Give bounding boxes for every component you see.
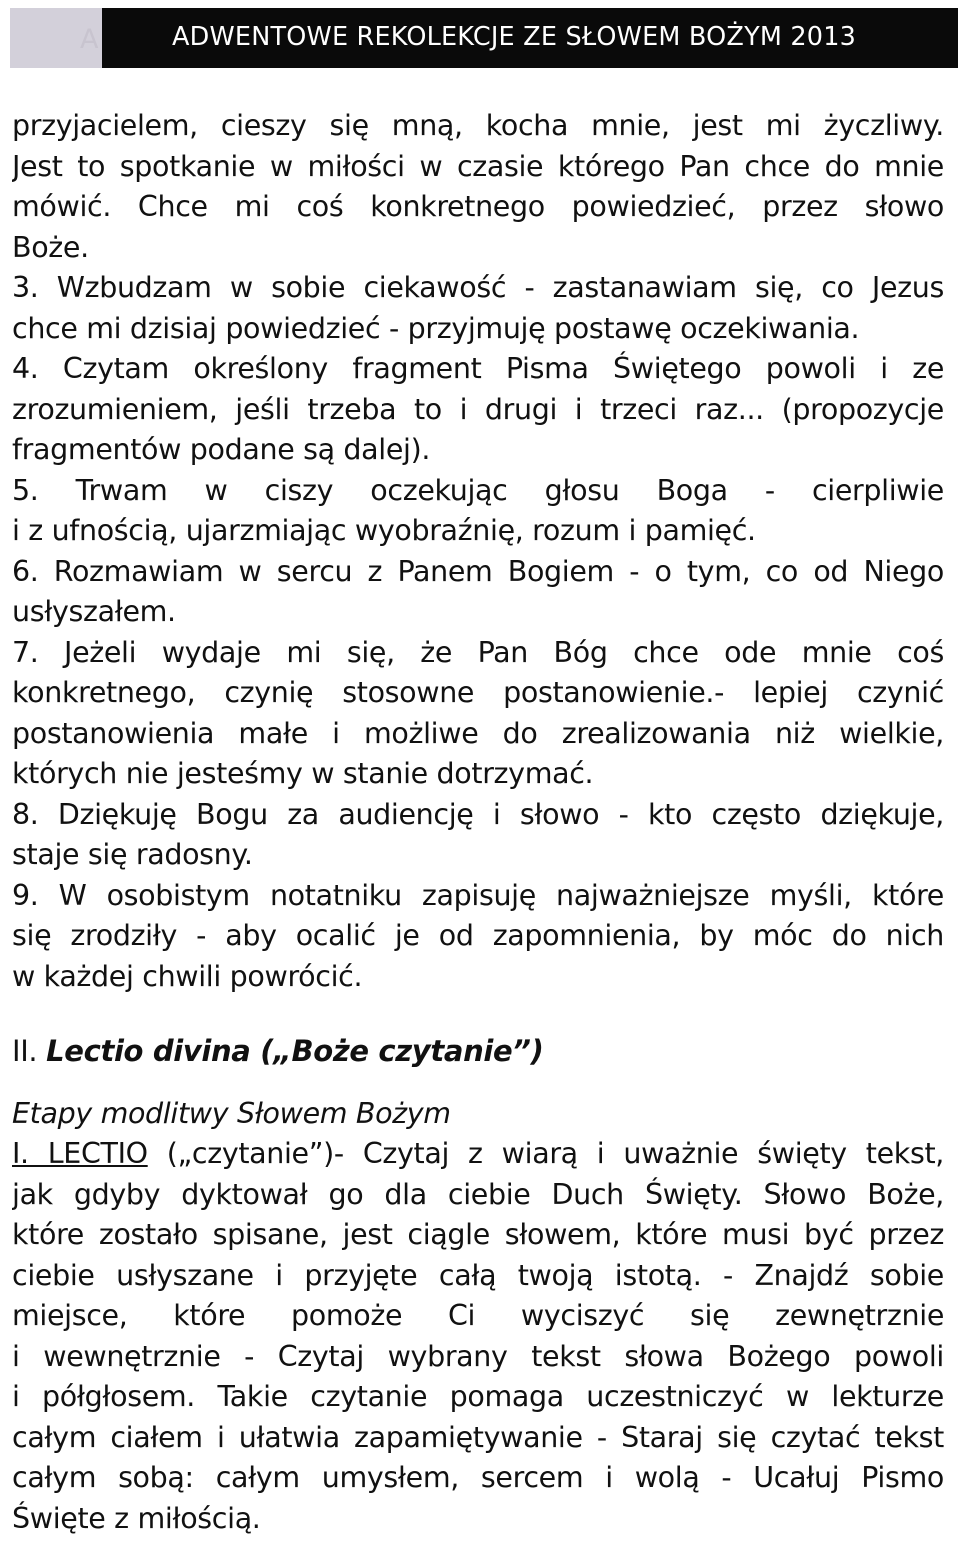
page-header (10, 8, 958, 68)
header-tab-letter: A (80, 24, 99, 55)
text-line: których nie jesteśmy w stanie dotrzymać. (12, 757, 594, 790)
list-item-9: 9. W osobistym notatniku zapisuję najważniejsze myśli, które (12, 878, 944, 912)
list-item-8: 8. Dziękuję Bogu za audiencję i słowo - kto często dziękuje, (12, 797, 944, 831)
section-heading (12, 1031, 944, 1072)
lectio-line-rest: („czytanie”)- Czytaj z wiarą i uważnie święty tekst, (147, 1137, 944, 1170)
list-item-7: 7. Jeżeli wydaje mi się, że Pan Bóg chce ode mnie coś (12, 635, 944, 669)
text-line: jak gdyby dyktował go dla ciebie Duch Święty. Słowo Boże, (12, 1177, 944, 1211)
text-line: miejsce, które pomoże Ci wyciszyć się zewnętrznie (12, 1299, 944, 1332)
text-line: usłyszałem. (12, 595, 176, 628)
text-line: przyjacielem, cieszy się mną, kocha mnie, jest mi życzliwy. (12, 109, 944, 142)
section-number: II. (12, 1034, 38, 1068)
text-line: zrozumieniem, jeśli trzeba to i drugi i trzeci raz... (propozycje (12, 392, 944, 426)
text-line: Boże. (12, 230, 89, 264)
text-line: chce mi dzisiaj powiedzieć - przyjmuję postawę oczekiwania. (12, 311, 860, 345)
header-title: ADWENTOWE REKOLEKCJE ZE SŁOWEM BOŻYM 2013 (172, 22, 857, 52)
text-line: i wewnętrznie - Czytaj wybrany tekst słowa Bożego powoli (12, 1339, 944, 1373)
text-line: fragmentów podane są dalej). (12, 433, 431, 466)
text-line: konkretnego, czynię stosowne postanowienie.- lepiej czynić (12, 676, 944, 709)
spacer (12, 1072, 944, 1094)
lectio-line (12, 1134, 944, 1175)
text-line: mówić. Chce mi coś konkretnego powiedzieć, przez słowo (12, 190, 944, 223)
list-item-5: 5. Trwam w ciszy oczekując głosu Boga - cierpliwie (12, 473, 944, 507)
subheading: Etapy modlitwy Słowem Bożym (12, 1096, 451, 1130)
list-item-6: 6. Rozmawiam w sercu z Panem Bogiem - o tym, co od Niego (12, 554, 944, 588)
text-line: całym ciałem i ułatwia zapamiętywanie - Staraj się czytać tekst (12, 1420, 944, 1454)
text-line: staje się radosny. (12, 838, 253, 871)
text-line: i z ufnością, ujarzmiając wyobraźnię, rozum i pamięć. (12, 514, 756, 547)
text-line: Jest to spotkanie w miłości w czasie którego Pan chce do mnie (12, 149, 944, 183)
text-line: całym sobą: całym umysłem, sercem i wolą - Ucałuj Pismo (12, 1461, 944, 1494)
text-line: postanowienia małe i możliwe do zrealizowania niż wielkie, (12, 716, 944, 750)
header-tab (10, 8, 105, 68)
spacer (12, 997, 944, 1031)
text-line: Święte z miłością. (12, 1501, 261, 1535)
list-item-4: 4. Czytam określony fragment Pisma Świętego powoli i ze (12, 352, 944, 385)
text-line: się zrodziły - aby ocalić je od zapomnienia, by móc do nich (12, 919, 944, 952)
list-item-3: 3. Wzbudzam w sobie ciekawość - zastanawiam się, co Jezus (12, 271, 944, 304)
text-line: w każdej chwili powrócić. (12, 959, 363, 993)
text-line: które zostało spisane, jest ciągle słowem, które musi być przez (12, 1218, 944, 1251)
lectio-label: I. LECTIO (12, 1137, 148, 1170)
document-body (12, 106, 944, 1539)
text-line: ciebie usłyszane i przyjęte całą twoją istotą. - Znajdź sobie (12, 1258, 944, 1292)
section-title: Lectio divina („Boże czytanie”) (46, 1034, 544, 1068)
text-line: i półgłosem. Takie czytanie pomaga uczestniczyć w lekturze (12, 1380, 944, 1413)
header-bar (102, 8, 958, 68)
